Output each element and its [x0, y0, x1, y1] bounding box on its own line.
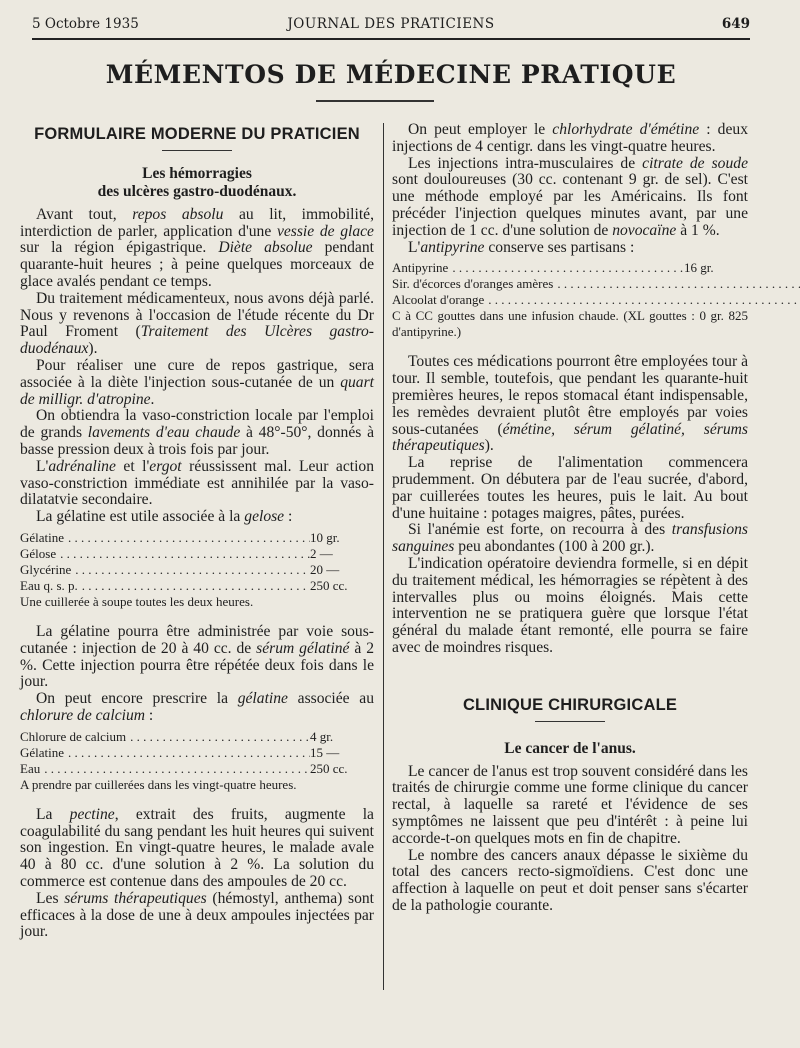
- recipe-row: Gélatine . . . 10 gr.: [20, 530, 374, 546]
- paragraph: Pour réaliser une cure de repos gastrique, sera associée à la diète l'injection sous-cutanée de un quart de milligr. d'atropine.: [20, 356, 374, 408]
- paragraph: La gélatine est utile associée à la gelose :: [36, 508, 293, 526]
- recipe-row: Alcoolat d'orange . . .: [392, 292, 800, 308]
- paragraph: La reprise de l'alimentation commencera prudemment. On débutera par de l'eau sucrée, d'abord, par cuillerées toutes les heures, puis le lait. Au bout d'une huitaine : potages maigres, pâtes, purées.: [392, 454, 748, 522]
- recipe-row: Antipyrine . . . 16 gr.: [392, 260, 748, 276]
- paragraph: Du traitement médicamenteux, nous avons déjà parlé. Nous y revenons à l'occasion de l'étude récente du Dr Paul Froment (Traitement des Ulcères gastro-duodénaux).: [20, 289, 374, 358]
- recipe-row: Chlorure de calcium . . . 4 gr.: [20, 729, 374, 745]
- paragraph: On peut encore prescrire la gélatine associée au chlorure de calcium :: [20, 690, 375, 724]
- section-rule: [535, 721, 605, 722]
- paragraph: Les sérums thérapeutiques (hémostyl, anthema) sont efficaces à la dose de une à deux ampoules injectées par jour.: [20, 889, 375, 941]
- article-title-line1: Les hémorragies: [142, 164, 252, 182]
- paragraph: Le cancer de l'anus est trop souvent considéré dans les traités de chirurgie comme une forme clinique du cancer rectal, à laquelle sa rareté et l'évidence de ses symptômes ne laissent que peu d'intérêt : à peine lui accorde-t-on quelques mots en fin de chapitre.: [392, 762, 748, 847]
- paragraph: Avant tout, repos absolu au lit, immobilité, interdiction de parler, application d'une vessie de glace sur la région épigastrique. Diète absolue pendant quarante-huit heures ; à peine quelques morceaux de glace avalés pendant ce temps.: [20, 205, 375, 290]
- page-number: 649: [721, 16, 750, 32]
- paragraph: On obtiendra la vaso-constriction locale par l'emploi de grands lavements d'eau chaude à 48°-50°, donnés à basse pression deux à trois fois par jour.: [20, 407, 374, 458]
- issue-date: 5 Octobre 1935: [32, 16, 139, 32]
- right-column: [392, 122, 748, 915]
- recipe-note: C à CC gouttes dans une infusion chaude. (XL gouttes : 0 gr. 825 d'antipyrine.): [392, 308, 748, 340]
- title-rule: [316, 100, 434, 102]
- paragraph: Si l'anémie est forte, on recourra à des transfusions sanguines peu abondantes (100 à 200 gr.).: [392, 521, 748, 556]
- recipe-chlorure: [20, 729, 374, 793]
- section-heading-clinique: CLINIQUE CHIRURGICALE: [462, 695, 678, 714]
- paragraph: La pectine, extrait des fruits, augmente la coagulabilité du sang pendant les huit heures qui suivent son ingestion. En vingt-quatre heures, le malade avale 40 à 80 cc. d'une solution à 2 %. La solution du commerce est contenue dans des ampoules de 20 cc.: [20, 805, 374, 890]
- paragraph: Toutes ces médications pourront être employées tour à tour. Il semble, toutefois, que pendant les quarante-huit premières heures, le repos stomacal étant indispensable, les remèdes devraient plutôt être employés par voies sous-cutanées (émétine, sérum gélatiné, sérums thérapeutiques).: [392, 353, 748, 455]
- paragraph: On peut employer le chlorhydrate d'émétine : deux injections de 4 centigr. dans les vingt-quatre heures.: [392, 121, 748, 155]
- journal-name: JOURNAL DES PRATICIENS: [287, 16, 495, 32]
- paragraph: La gélatine pourra être administrée par voie sous-cutanée : injection de 20 à 40 cc. de sérum gélatiné à 2 %. Cette injection pourra être répétée deux fois dans le jour.: [20, 622, 374, 691]
- recipe-row: Eau q. s. p. . . . 250 cc.: [20, 578, 374, 594]
- recipe-row: Glycérine . . . 20 —: [20, 562, 374, 578]
- page-header: [32, 16, 750, 40]
- recipe-note: Une cuillerée à soupe toutes les deux heures.: [20, 593, 254, 609]
- section-heading-formulaire: FORMULAIRE MODERNE DU PRATICIEN: [34, 125, 360, 143]
- section-rule: [162, 150, 232, 151]
- recipe-row: Sir. d'écorces d'oranges amères . . .: [392, 276, 800, 292]
- recipe-note: A prendre par cuillerées dans les vingt-quatre heures.: [20, 776, 297, 792]
- paragraph: Les injections intra-musculaires de citrate de soude sont douloureuses (30 cc. contenant 9 gr. de sel). C'est une méthode employé par les Américains. Ils font précéder l'injection quelques minutes avant, par une injection de 1 cc. d'une solution de novocaïne à 1 %.: [392, 154, 748, 239]
- left-column: [20, 122, 374, 941]
- recipe-row: Eau . . . 250 cc.: [20, 761, 374, 777]
- page-title: MÉMENTOS DE MÉDECINE PRATIQUE: [105, 60, 677, 89]
- paragraph: L'indication opératoire deviendra formelle, si en dépit du traitement médical, les hémorragies se répètent à des intervalles plus ou moins éloignés. Mais cette intervention ne se pratiquera guère que lorsque l'état général du malade étant remonté, elle pourra se faire avec de moindres risques.: [392, 554, 748, 656]
- article-title-cancer: Le cancer de l'anus.: [504, 739, 636, 757]
- recipe-gelatine: [20, 530, 374, 610]
- paragraph: L'antipyrine conserve ses partisans :: [408, 238, 635, 256]
- article-title-hemorragies: [20, 165, 374, 201]
- recipe-antipyrine: [392, 260, 748, 340]
- paragraph: L'adrénaline et l'ergot réussissent mal. Leur action vaso-constriction immédiate est annihilée par la vaso-dilatatvie secondaire.: [20, 457, 374, 509]
- recipe-row: Gélose . . . 2 —: [20, 546, 374, 562]
- recipe-brace-group: [392, 276, 748, 308]
- paragraph: Le nombre des cancers anaux dépasse le sixième du total des cancers recto-sigmoïdiens. C'est donc une affection à laquelle on peut et doit penser sans s'écarter de la pathologie courante.: [392, 846, 748, 914]
- article-title-line2: des ulcères gastro-duodénaux.: [97, 182, 297, 200]
- column-divider: [383, 123, 384, 990]
- recipe-row: Gélatine . . . 15 —: [20, 745, 374, 761]
